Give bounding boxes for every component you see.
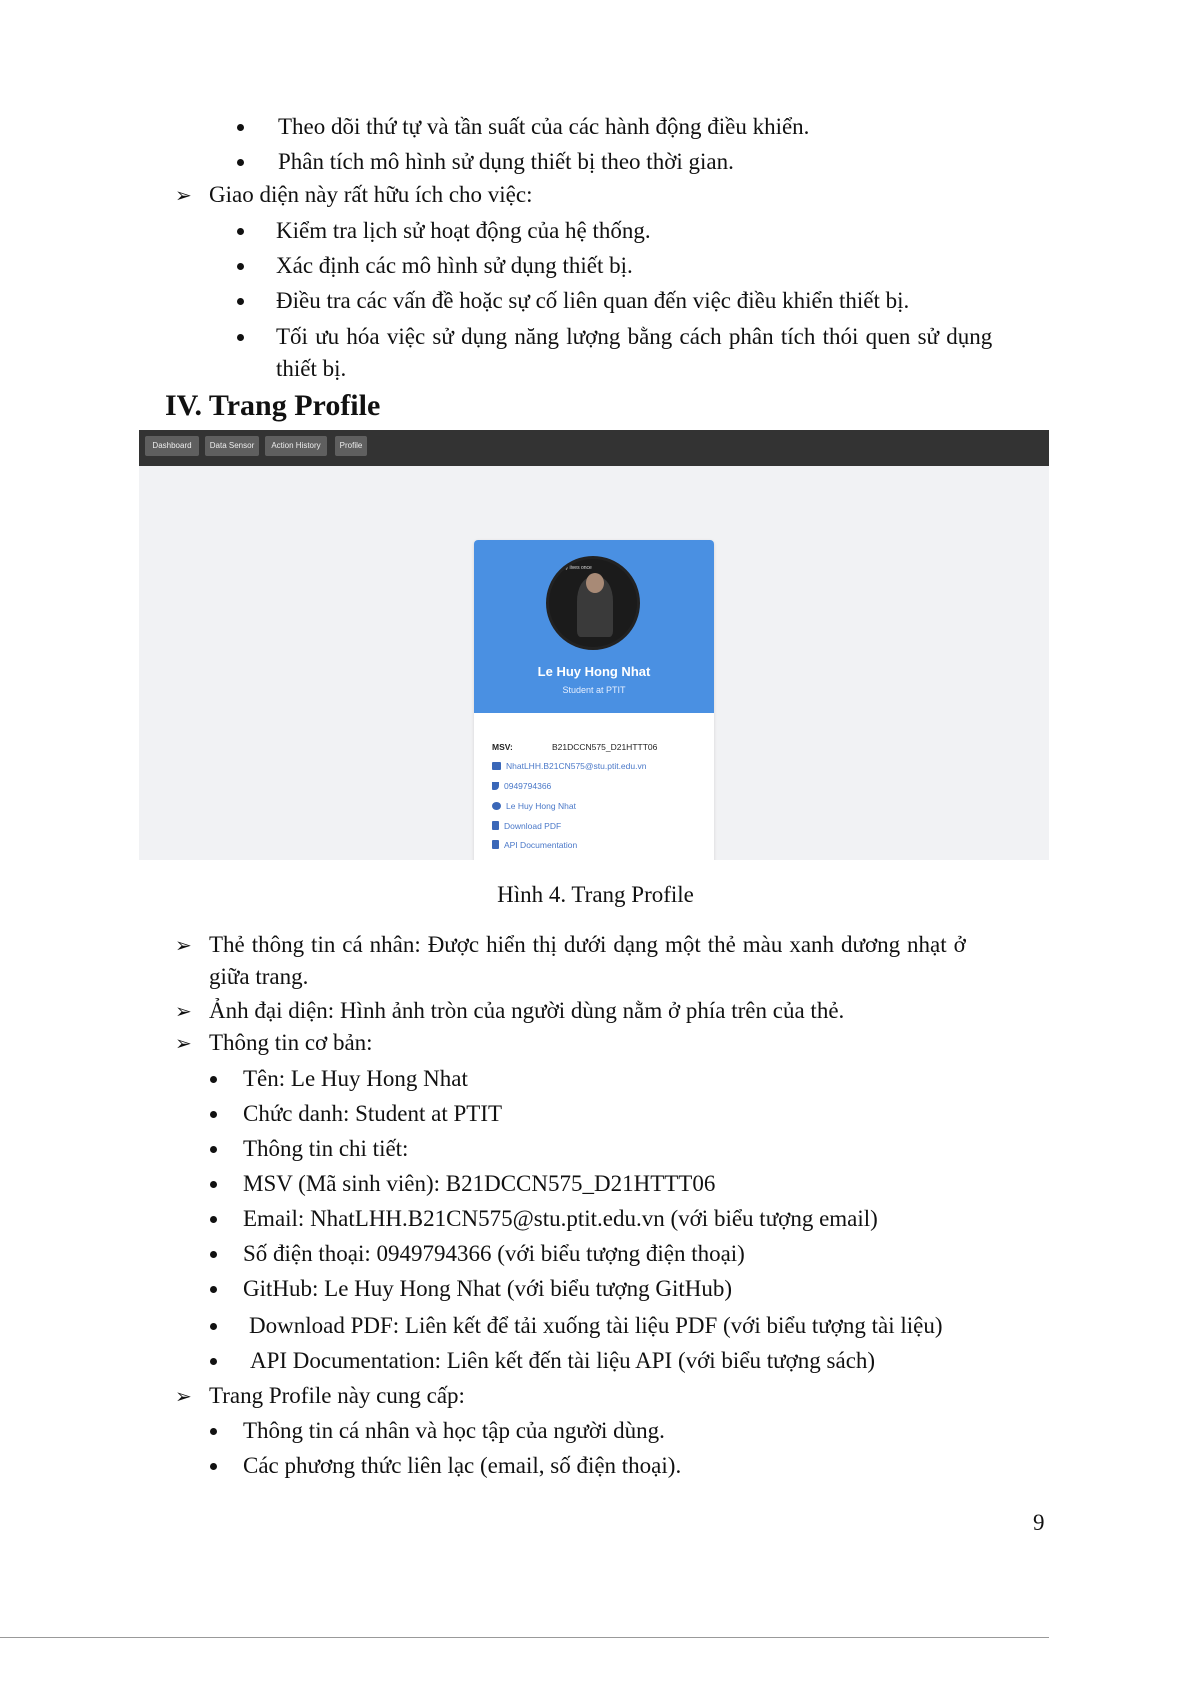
- list-item: API Documentation: Liên kết đến tài liệu API (với biểu tượng sách): [213, 1346, 875, 1376]
- arrow-bullet-icon: ➢: [175, 933, 192, 957]
- figure-caption: Hình 4. Trang Profile: [497, 882, 694, 907]
- profile-screenshot: [139, 430, 1049, 860]
- phone-link[interactable]: 0949794366: [492, 781, 551, 791]
- navbar: [139, 430, 1049, 466]
- list-item: Phân tích mô hình sử dụng thiết bị theo thời gian.: [240, 147, 734, 177]
- profile-card: [474, 540, 714, 860]
- github-icon: [492, 802, 501, 810]
- list-item: Chức danh: Student at PTIT: [213, 1099, 502, 1129]
- book-icon: [492, 840, 499, 849]
- avatar-caption: only lives once: [559, 565, 592, 571]
- profile-card-header: [474, 540, 714, 713]
- msv-value: B21DCCN575_D21HTTT06: [552, 742, 658, 752]
- list-item: Số điện thoại: 0949794366 (với biểu tượng điện thoại): [213, 1239, 745, 1269]
- list-item: Theo dõi thứ tự và tần suất của các hành động điều khiển.: [240, 112, 809, 142]
- list-item: Tên: Le Huy Hong Nhat: [213, 1064, 468, 1094]
- list-item: MSV (Mã sinh viên): B21DCCN575_D21HTTT06: [213, 1169, 715, 1199]
- list-item: Download PDF: Liên kết để tải xuống tài liệu PDF (với biểu tượng tài liệu): [213, 1311, 942, 1341]
- list-item-continuation: thiết bị.: [276, 356, 347, 381]
- list-item: Kiểm tra lịch sử hoạt động của hệ thống.: [240, 216, 651, 246]
- paragraph: Giao diện này rất hữu ích cho việc:: [209, 182, 533, 207]
- email-link[interactable]: NhatLHH.B21CN575@stu.ptit.edu.vn: [492, 761, 646, 771]
- github-link[interactable]: Le Huy Hong Nhat: [492, 801, 576, 811]
- section-heading: IV. Trang Profile: [165, 389, 381, 422]
- paragraph: Thẻ thông tin cá nhân: Được hiển thị dưới dạng một thẻ màu xanh dương nhạt ở: [209, 932, 966, 957]
- nav-profile-button[interactable]: Profile: [335, 436, 367, 456]
- list-item: Thông tin chi tiết:: [213, 1134, 408, 1164]
- list-item: Điều tra các vấn đề hoặc sự cố liên quan đến việc điều khiển thiết bị.: [240, 286, 909, 316]
- phone-icon: [492, 782, 499, 790]
- download-pdf-link[interactable]: Download PDF: [492, 821, 561, 831]
- footer-divider: [0, 1637, 1049, 1638]
- paragraph: Thông tin cơ bản:: [209, 1030, 373, 1055]
- list-item: Email: NhatLHH.B21CN575@stu.ptit.edu.vn (với biểu tượng email): [213, 1204, 878, 1234]
- msv-label: MSV:: [492, 742, 513, 752]
- nav-action-history-button[interactable]: Action History: [265, 436, 327, 456]
- email-icon: [492, 762, 501, 770]
- arrow-bullet-icon: ➢: [175, 1031, 192, 1055]
- list-item: Tối ưu hóa việc sử dụng năng lượng bằng cách phân tích thói quen sử dụng: [240, 322, 992, 352]
- api-documentation-link[interactable]: API Documentation: [492, 840, 577, 850]
- list-item: Xác định các mô hình sử dụng thiết bị.: [240, 251, 633, 281]
- arrow-bullet-icon: ➢: [175, 183, 192, 207]
- msv-row: [492, 742, 658, 752]
- nav-data-sensor-button[interactable]: Data Sensor: [205, 436, 259, 456]
- avatar-head: [586, 573, 604, 593]
- file-pdf-icon: [492, 821, 499, 830]
- page-number: 9: [1033, 1510, 1045, 1535]
- list-item: GitHub: Le Huy Hong Nhat (với biểu tượng GitHub): [213, 1274, 732, 1304]
- arrow-bullet-icon: ➢: [175, 999, 192, 1023]
- paragraph-continuation: giữa trang.: [209, 964, 309, 989]
- profile-name: Le Huy Hong Nhat: [537, 664, 651, 679]
- list-item: Các phương thức liên lạc (email, số điện thoại).: [213, 1451, 681, 1481]
- avatar: [546, 556, 640, 650]
- arrow-bullet-icon: ➢: [175, 1384, 192, 1408]
- nav-dashboard-button[interactable]: Dashboard: [145, 436, 199, 456]
- profile-role: Student at PTIT: [562, 685, 626, 695]
- paragraph: Ảnh đại diện: Hình ảnh tròn của người dùng nằm ở phía trên của thẻ.: [209, 998, 845, 1023]
- paragraph: Trang Profile này cung cấp:: [209, 1383, 465, 1408]
- list-item: Thông tin cá nhân và học tập của người dùng.: [213, 1416, 665, 1446]
